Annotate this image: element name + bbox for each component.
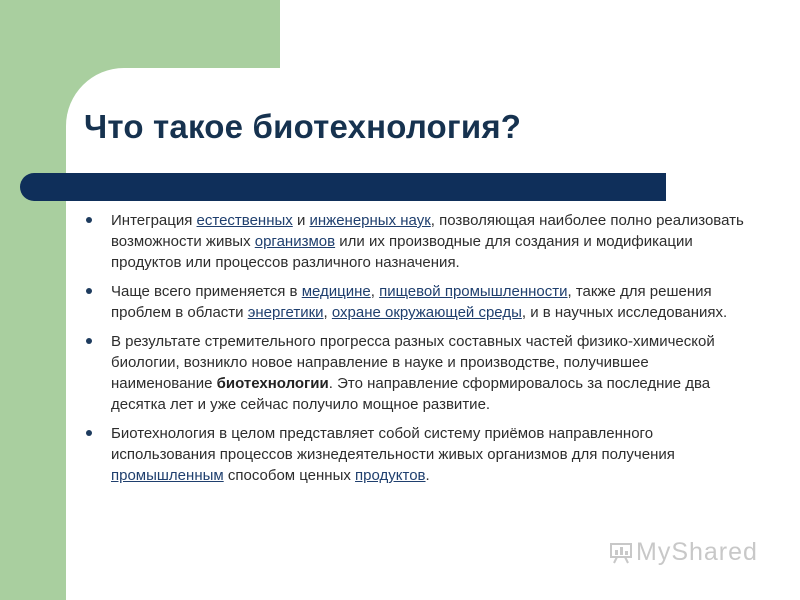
bullet-text xyxy=(111,333,715,413)
bullet-dot-icon xyxy=(86,430,92,436)
text-run: , xyxy=(323,304,332,321)
bullet-item xyxy=(84,423,744,486)
term-link[interactable]: пищевой промышленности xyxy=(379,283,568,300)
bullet-dot-icon xyxy=(86,338,92,344)
bullet-list xyxy=(84,210,744,494)
watermark-text: MyShared xyxy=(636,538,758,566)
text-run: . Это направление сформировалось за последние два десятка лет и уже сейчас получило мощное развитие. xyxy=(111,375,711,413)
text-run: Биотехнология в целом представляет собой систему приёмов направленного использования процессов жизнедеятельности живых организмов для получения xyxy=(111,425,675,463)
text-run: и xyxy=(292,212,310,229)
bullet-dot-icon xyxy=(86,217,92,223)
bullet-item xyxy=(84,281,744,323)
term-link[interactable]: энергетики xyxy=(247,304,324,321)
term-link[interactable]: инженерных наук xyxy=(309,212,431,229)
presentation-board-icon xyxy=(610,542,632,564)
text-run: . xyxy=(425,467,430,484)
watermark xyxy=(610,538,758,567)
term-link[interactable]: естественных xyxy=(196,212,293,229)
text-run: , xyxy=(370,283,380,300)
term-link[interactable]: охране окружающей среды xyxy=(331,304,522,321)
bullet-text xyxy=(111,425,675,484)
term-link[interactable]: продуктов xyxy=(355,467,426,484)
bullet-text xyxy=(111,212,744,271)
text-run: , позволяющая наиболее полно реализовать возможности живых xyxy=(111,212,744,250)
term-link[interactable]: организмов xyxy=(254,233,336,250)
title-underline-bar xyxy=(20,173,666,201)
bullet-text xyxy=(111,283,727,321)
bullet-item xyxy=(84,210,744,273)
term-link[interactable]: промышленным xyxy=(111,467,224,484)
bullet-item xyxy=(84,331,744,415)
term-link[interactable]: медицине xyxy=(301,283,371,300)
text-run: способом ценных xyxy=(223,467,356,484)
emphasized-term: биотехнологии xyxy=(216,375,329,392)
text-run: Интеграция xyxy=(111,212,197,229)
text-run: , и в научных исследованиях. xyxy=(521,304,728,321)
text-run: Чаще всего применяется в xyxy=(111,283,302,300)
bullet-dot-icon xyxy=(86,288,92,294)
text-run: В результате стремительного прогресса разных составных частей физико-химической биологии, возникло новое направление в науке и производстве, получившее наименование xyxy=(111,333,715,392)
text-run: , также для решения проблем в области xyxy=(111,283,712,321)
slide-title: Что такое биотехнология? xyxy=(84,108,522,145)
text-run: или их производные для создания и модификации продуктов или процессов различного назначения. xyxy=(111,233,693,271)
